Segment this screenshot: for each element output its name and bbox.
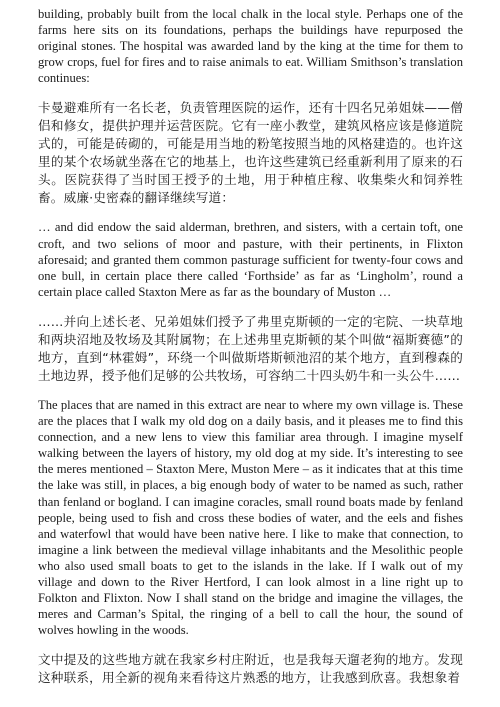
paragraph-chinese-intro: 卡曼避难所有一名长老，负责管理医院的运作，还有十四名兄弟姐妹——僧侣和修女，提供护理并运营医院。它有一座小教堂，建筑风格应该是修道院式的，可能是砖砌的，可能是用当地的粉笔按照当地的风格建造的。也许这里的某个农场就坐落在它的地基上，也许这些建筑已经重新利用了原来的石头。医院获得了当时国王授予的土地，用于种植庄稼、收集柴火和饲养牲畜。威廉·史密森的翻译继续写道： [38,100,463,206]
paragraph-english-intro: building, probably built from the local chalk in the local style. Perhaps one of the farms here sits on its foundations, perhaps the buildings have repurposed the original stones. The hospital was awarded land by the king at the time for them to grow crops, fuel for fires and to raise animals to eat. William Smithson’s translation continues: [38,7,463,86]
paragraph-english-reflection: The places that are named in this extract are near to where my own village is. These are the places that I walk my old dog on a daily basis, and it pleases me to find this connection, and a new lens to view this familiar area through. I imagine myself walking between the layers of history, my old dog at my side. It’s interesting to see the meres mentioned – Staxton Mere, Muston Mere – as it indicates that at this time the lake was still, in places, a big enough body of water to be named as such, rather than fenland or bogland. I can imagine coracles, small round boats made by fenland people, being used to fish and cross these bodies of water, and the eels and fishes and waterfowl that would have been native here. I like to make that connection, to imagine a link between the medieval village inhabitants and the Mesolithic people who also used small boats to get to the islands in the lake. If I walk out of my village and down to the River Hertford, I can look almost in a line right up to Folkton and Flixton. Now I shall stand on the bridge and imagine the villages, the meres and Carman’s Spital, the ringing of a bell to call the hour, the sound of wolves howling in the woods. [38,397,463,638]
paragraph-chinese-quote: ……并向上述长老、兄弟姐妹们授予了弗里克斯顿的一定的宅院、一块草地和两块沼地及牧场及其附属物；在上述弗里克斯顿的某个叫做“福斯赛德”的地方，直到“林霍姆”，环绕一个叫做斯塔斯顿池沼的某个地方，直到穆森的土地边界，授予他们足够的公共牧场，可容纳二十四头奶牛和一头公牛…… [38,313,463,383]
paragraph-chinese-reflection: 文中提及的这些地方就在我家乡村庄附近，也是我每天遛老狗的地方。发现这种联系，用全新的视角来看待这片熟悉的地方，让我感到欣喜。我想象着 [38,652,463,686]
paragraph-english-quote: … and did endow the said alderman, brethren, and sisters, with a certain toft, one croft, and two selions of moor and pasture, with their pertinents, in Flixton aforesaid; and granted them common pasturage sufficient for twenty-four cows and one bull, in certain place there called ‘Forthside’ as far as ‘Lingholm’, round a certain place called Staxton Mere as far as the boundary of Muston … [38,220,463,299]
